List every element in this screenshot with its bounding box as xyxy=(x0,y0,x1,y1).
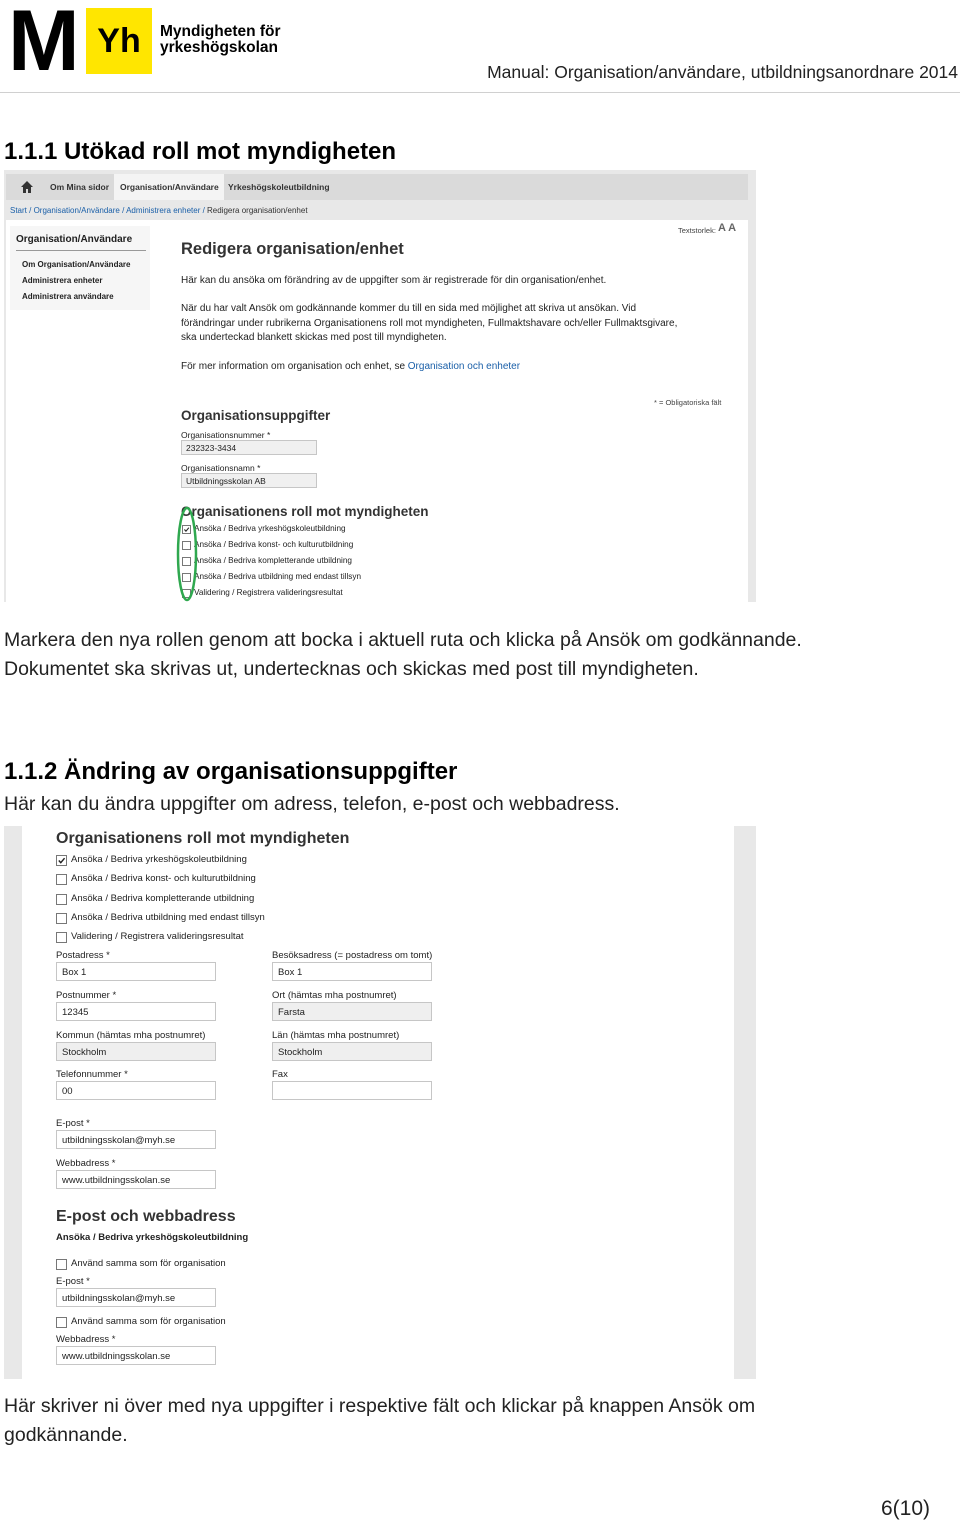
checkbox[interactable] xyxy=(56,932,67,943)
role-list xyxy=(182,524,482,604)
apply-info xyxy=(181,302,677,346)
sidebar-link-om[interactable]: Om Organisation/Användare xyxy=(22,260,131,269)
sidebar-title: Organisation/Användare xyxy=(16,234,133,245)
role-option-label: Ansöka / Bedriva kompletterande utbildning xyxy=(71,892,255,904)
section1-text-line1: Markera den nya rollen genom att bocka i aktuell ruta och klicka på Ansök om godkännande. xyxy=(4,629,802,651)
besoksadress-label: Besöksadress (= postadress om tomt) xyxy=(272,950,433,961)
telefon-label: Telefonnummer * xyxy=(56,1069,128,1080)
sidebar-link-administrera-anvandare[interactable]: Administrera användare xyxy=(22,292,114,301)
nav-organisation-anvandare[interactable]: Organisation/Användare xyxy=(114,174,224,200)
epost-webb-heading: E-post och webbadress xyxy=(56,1208,236,1225)
top-navbar xyxy=(6,174,748,200)
textsize-label: Textstorlek: xyxy=(678,226,716,235)
role-heading: Organisationens roll mot myndigheten xyxy=(56,830,350,847)
role-option-label: Ansöka / Bedriva utbildning med endast tillsyn xyxy=(71,911,265,923)
checkbox[interactable] xyxy=(56,913,67,924)
section2-intro: Här kan du ändra uppgifter om adress, telefon, e-post och webbadress. xyxy=(4,793,620,815)
apply-info-line2: förändringar under rubrikerna Organisationens roll mot myndigheten, Fullmaktshavare och/eller Fullmaktsgivare, xyxy=(181,317,678,329)
home-icon[interactable] xyxy=(20,180,34,194)
same-as-org-checkbox-1[interactable] xyxy=(56,1259,67,1270)
more-info xyxy=(181,360,520,375)
org-name-label: Organisationsnamn * xyxy=(181,463,261,473)
screenshot-edit-org xyxy=(4,170,756,602)
epost-field[interactable]: utbildningsskolan@myh.se xyxy=(56,1130,216,1149)
logo-wordmark xyxy=(160,24,281,56)
role-option-label: Validering / Registrera valideringsresultat xyxy=(194,588,343,597)
postnummer-label: Postnummer * xyxy=(56,990,117,1001)
besoksadress-field[interactable]: Box 1 xyxy=(272,962,432,981)
role-heading: Organisationens roll mot myndigheten xyxy=(181,504,429,519)
kommun-field: Stockholm xyxy=(56,1042,216,1061)
kommun-label: Kommun (hämtas mha postnumret) xyxy=(56,1030,206,1041)
header-divider xyxy=(0,92,960,93)
lan-field: Stockholm xyxy=(272,1042,432,1061)
fax-label: Fax xyxy=(272,1069,288,1080)
sidebar-divider xyxy=(16,250,146,251)
role-option-label: Ansöka / Bedriva konst- och kulturutbildning xyxy=(194,540,354,549)
epost-webb-subheading: Ansöka / Bedriva yrkeshögskoleutbildning xyxy=(56,1232,249,1243)
crumb-start[interactable]: Start xyxy=(10,206,27,215)
same-as-org-label-1: Använd samma som för organisation xyxy=(71,1258,226,1269)
more-info-text: För mer information om organisation och enhet, se xyxy=(181,361,408,372)
postadress-label: Postadress * xyxy=(56,950,110,961)
section3-text-line1: Här skriver ni över med nya uppgifter i respektive fält och klickar på knappen Ansök om xyxy=(4,1395,756,1417)
checkbox-checked[interactable] xyxy=(56,855,67,866)
ew-webb-label: Webbadress * xyxy=(56,1334,116,1345)
screenshot-org-details xyxy=(4,826,756,1379)
role-list xyxy=(56,854,356,954)
webbadress-label: Webbadress * xyxy=(56,1158,116,1169)
ort-field: Farsta xyxy=(272,1002,432,1021)
org-name-field: Utbildningsskolan AB xyxy=(181,473,317,488)
role-option-label: Validering / Registrera valideringsresultat xyxy=(71,931,244,943)
section-heading-1-1-1: 1.1.1 Utökad roll mot myndigheten xyxy=(4,138,397,165)
highlight-ellipse xyxy=(176,506,198,602)
lan-label: Län (hämtas mha postnumret) xyxy=(272,1030,400,1041)
role-option-label: Ansöka / Bedriva yrkeshögskoleutbildning xyxy=(71,854,247,865)
page-title: Redigera organisation/enhet xyxy=(181,240,404,258)
more-info-link[interactable]: Organisation och enheter xyxy=(407,361,521,372)
crumb-administrera-enheter[interactable]: Administrera enheter xyxy=(126,206,201,215)
checkbox[interactable] xyxy=(56,894,67,905)
ort-label: Ort (hämtas mha postnumret) xyxy=(272,990,397,1001)
manual-title: Manual: Organisation/användare, utbildningsanordnare 2014 xyxy=(487,62,958,82)
page-number: 6(10) xyxy=(880,1497,930,1520)
logo-badge: Yh xyxy=(86,8,152,74)
crumb-organisation[interactable]: Organisation/Användare xyxy=(33,206,120,215)
page-content xyxy=(6,220,748,602)
org-heading: Organisationsuppgifter xyxy=(181,408,331,423)
sidebar xyxy=(10,226,150,310)
postnummer-field[interactable]: 12345 xyxy=(56,1002,216,1021)
ew-webb-field[interactable]: www.utbildningsskolan.se xyxy=(56,1346,216,1365)
crumb-current: Redigera organisation/enhet xyxy=(207,206,308,215)
breadcrumb: Start / Organisation/Användare / Administrera enheter / Redigera organisation/enhet xyxy=(10,206,308,215)
textsize-toggle[interactable]: A A xyxy=(718,222,737,234)
sidebar-link-administrera-enheter[interactable]: Administrera enheter xyxy=(22,276,103,285)
apply-info-line3: ska underteckad blankett skickas med post till myndigheten. xyxy=(181,332,447,343)
nav-yrkeshogskoleutbildning[interactable]: Yrkeshögskoleutbildning xyxy=(228,182,330,192)
logo-letter: M xyxy=(8,0,76,89)
ew-epost-label: E-post * xyxy=(56,1276,90,1287)
nav-om-mina-sidor[interactable]: Om Mina sidor xyxy=(50,182,110,192)
apply-info-line1: När du har valt Ansök om godkännande kommer du till en sida med möjlighet att skriva ut ansökan. Vid xyxy=(181,303,637,314)
checkbox[interactable] xyxy=(56,874,67,885)
form-sheet xyxy=(22,826,734,1379)
postadress-field[interactable]: Box 1 xyxy=(56,962,216,981)
telefon-field[interactable]: 00 xyxy=(56,1081,216,1100)
intro-text: Här kan du ansöka om förändring av de uppgifter som är registrerade för din organisation/enhet. xyxy=(181,275,607,286)
role-option-label: Ansöka / Bedriva kompletterande utbildning xyxy=(194,556,352,565)
webbadress-field[interactable]: www.utbildningsskolan.se xyxy=(56,1170,216,1189)
section-heading-1-1-2: 1.1.2 Ändring av organisationsuppgifter xyxy=(4,758,458,785)
logo-line2: yrkeshögskolan xyxy=(160,39,279,56)
ew-epost-field[interactable]: utbildningsskolan@myh.se xyxy=(56,1288,216,1307)
org-nr-field: 232323-3434 xyxy=(181,440,317,455)
role-option-label: Ansöka / Bedriva utbildning med endast tillsyn xyxy=(194,572,362,581)
required-note: * = Obligatoriska fält xyxy=(654,398,722,407)
same-as-org-label-2: Använd samma som för organisation xyxy=(71,1316,226,1327)
role-option-label: Ansöka / Bedriva konst- och kulturutbildning xyxy=(71,873,256,885)
section3-text-line2: godkännande. xyxy=(4,1424,128,1446)
role-option-label: Ansöka / Bedriva yrkeshögskoleutbildning xyxy=(194,524,346,533)
epost-label: E-post * xyxy=(56,1118,90,1129)
org-nr-label: Organisationsnummer * xyxy=(181,430,271,440)
logo-line1: Myndigheten för xyxy=(160,23,281,40)
same-as-org-checkbox-2[interactable] xyxy=(56,1317,67,1328)
fax-field[interactable] xyxy=(272,1081,432,1100)
section1-text-line2: Dokumentet ska skrivas ut, undertecknas och skickas med post till myndigheten. xyxy=(4,658,699,680)
